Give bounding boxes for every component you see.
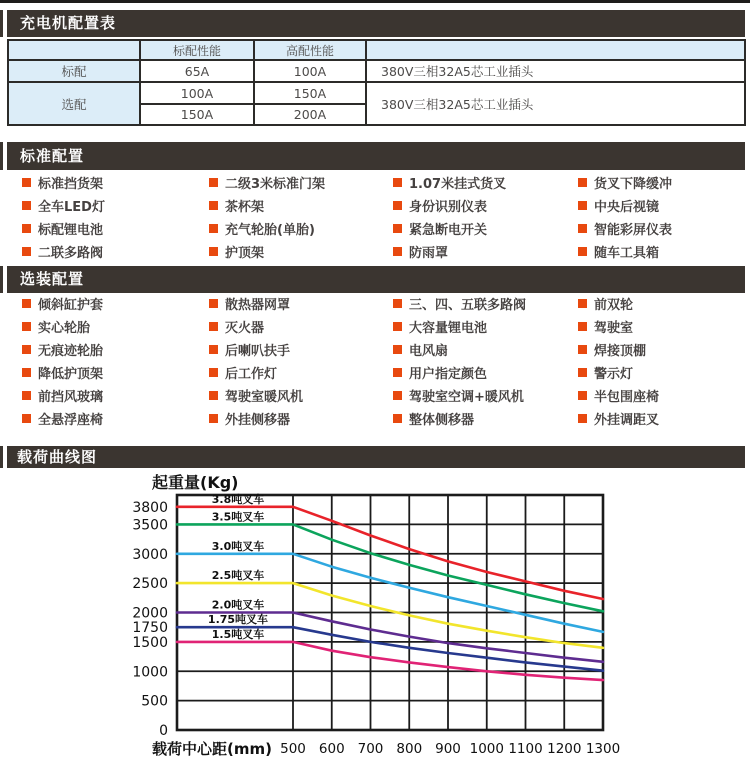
series-label-6: 1.5吨叉车 (211, 627, 265, 641)
col-header-high-performance: 高配性能 (254, 40, 366, 60)
config-item (22, 315, 209, 338)
config-item-label: 防雨罩 (409, 246, 449, 261)
square-bullet-icon (22, 201, 31, 210)
config-item-label: 后喇叭扶手 (225, 344, 291, 359)
page-top-border (0, 0, 750, 3)
y-tick-label: 3000 (132, 546, 168, 563)
config-item-label: 外挂侧移器 (225, 413, 291, 428)
charger-config-table (7, 39, 746, 126)
x-axis-title: 载荷中心距(mm) (152, 740, 272, 758)
square-bullet-icon (578, 178, 587, 187)
series-label-0: 3.8吨叉车 (211, 492, 265, 506)
y-axis-title: 起重量(Kg) (152, 473, 239, 492)
config-item-label: 标准挡货架 (38, 177, 104, 192)
series-line-6 (177, 642, 603, 680)
config-item (209, 315, 393, 338)
config-item (209, 384, 393, 407)
square-bullet-icon (393, 299, 402, 308)
plug-cell: 380V三相32A5芯工业插头 (366, 60, 745, 82)
config-item-label: 用户指定颜色 (409, 367, 488, 382)
config-item (209, 240, 393, 263)
config-item (578, 217, 744, 240)
config-item-label: 二级3米标准门架 (225, 177, 326, 192)
config-item (22, 194, 209, 217)
config-item (578, 292, 744, 315)
config-item-label: 后工作灯 (225, 367, 278, 382)
plug-cell: 380V三相32A5芯工业插头 (366, 82, 745, 125)
square-bullet-icon (578, 299, 587, 308)
config-item-label: 全悬浮座椅 (38, 413, 104, 428)
series-label-3: 2.5吨叉车 (211, 569, 265, 583)
config-item-label: 电风扇 (409, 344, 449, 359)
config-item (393, 384, 578, 407)
config-item-label: 大容量锂电池 (409, 321, 488, 336)
config-item-label: 半包围座椅 (594, 390, 660, 405)
y-tick-label: 3800 (132, 499, 168, 516)
config-item (209, 217, 393, 240)
config-item (578, 338, 744, 361)
square-bullet-icon (209, 224, 218, 233)
square-bullet-icon (209, 345, 218, 354)
config-item-label: 货叉下降缓冲 (594, 177, 673, 192)
table-corner-cell (8, 40, 140, 60)
square-bullet-icon (22, 224, 31, 233)
y-tick-label: 1500 (132, 634, 168, 651)
config-item-label: 前挡风玻璃 (38, 390, 104, 405)
square-bullet-icon (578, 247, 587, 256)
config-item (209, 292, 393, 315)
square-bullet-icon (578, 368, 587, 377)
config-item (578, 407, 744, 430)
square-bullet-icon (22, 414, 31, 423)
config-item-label: 茶杯架 (225, 200, 265, 215)
config-item (393, 315, 578, 338)
square-bullet-icon (393, 224, 402, 233)
col-header-standard-performance: 标配性能 (140, 40, 254, 60)
config-item-label: 警示灯 (594, 367, 634, 382)
value-cell: 65A (140, 60, 254, 82)
config-item-label: 护顶架 (225, 246, 265, 261)
config-item (578, 240, 744, 263)
x-tick-label: 700 (357, 741, 384, 757)
config-item (209, 338, 393, 361)
config-item-label: 驾驶室 (594, 321, 634, 336)
square-bullet-icon (578, 414, 587, 423)
config-item (393, 240, 578, 263)
config-item (578, 315, 744, 338)
section-header-standard-config: 标准配置 (0, 142, 745, 170)
square-bullet-icon (209, 178, 218, 187)
x-tick-label: 1100 (508, 741, 543, 757)
row-label-standard: 标配 (8, 60, 140, 82)
y-tick-label: 2500 (132, 576, 168, 593)
section-header-load-curve: 载荷曲线图 (0, 446, 745, 468)
x-tick-label: 1000 (469, 741, 504, 757)
square-bullet-icon (393, 201, 402, 210)
x-tick-label: 600 (318, 741, 345, 757)
square-bullet-icon (209, 368, 218, 377)
y-tick-label: 1000 (132, 664, 168, 681)
config-item-label: 降低护顶架 (38, 367, 104, 382)
config-item (578, 361, 744, 384)
config-item (22, 217, 209, 240)
square-bullet-icon (393, 322, 402, 331)
value-cell: 100A (254, 60, 366, 82)
x-tick-label: 900 (435, 741, 461, 757)
square-bullet-icon (393, 247, 402, 256)
x-tick-label: 1200 (547, 741, 582, 757)
square-bullet-icon (22, 178, 31, 187)
config-item (209, 361, 393, 384)
config-item-label: 二联多路阀 (38, 246, 104, 261)
config-item-label: 中央后视镜 (594, 200, 660, 215)
square-bullet-icon (578, 322, 587, 331)
square-bullet-icon (393, 391, 402, 400)
config-item-label: 标配锂电池 (38, 223, 104, 238)
x-tick-label: 1300 (585, 741, 621, 757)
value-cell: 100A (140, 82, 254, 104)
config-item (393, 171, 578, 194)
config-item-label: 随车工具箱 (594, 246, 660, 261)
config-item (209, 407, 393, 430)
config-item (393, 338, 578, 361)
config-item-label: 倾斜缸护套 (38, 298, 104, 313)
config-item (209, 171, 393, 194)
x-tick-label: 800 (396, 741, 423, 757)
config-item (578, 171, 744, 194)
standard-config-list (22, 171, 744, 263)
config-item-label: 身份识别仪表 (409, 200, 488, 215)
table-header-row (8, 40, 745, 60)
y-tick-label: 2000 (132, 605, 168, 622)
config-item-label: 外挂调距叉 (594, 413, 660, 428)
y-tick-label: 500 (141, 693, 168, 710)
config-item (393, 217, 578, 240)
square-bullet-icon (209, 322, 218, 331)
value-cell: 200A (254, 104, 366, 125)
config-item (22, 384, 209, 407)
config-item-label: 智能彩屏仪表 (594, 223, 673, 238)
config-item (22, 171, 209, 194)
config-item (393, 407, 578, 430)
config-item (393, 194, 578, 217)
square-bullet-icon (22, 299, 31, 308)
table-row (8, 82, 745, 104)
section-header-optional-config: 选装配置 (0, 266, 745, 293)
config-item-label: 前双轮 (594, 298, 634, 313)
config-item-label: 焊接顶棚 (594, 344, 647, 359)
config-item-label: 全车LED灯 (38, 200, 105, 215)
square-bullet-icon (578, 224, 587, 233)
config-item (22, 240, 209, 263)
x-tick-label: 500 (280, 741, 306, 757)
col-header-plug (366, 40, 745, 60)
config-item-label: 整体侧移器 (409, 413, 475, 428)
value-cell: 150A (140, 104, 254, 125)
square-bullet-icon (393, 345, 402, 354)
square-bullet-icon (22, 345, 31, 354)
config-item-label: 无痕迹轮胎 (38, 344, 104, 359)
square-bullet-icon (209, 201, 218, 210)
config-item-label: 驾驶室空调+暖风机 (409, 390, 524, 405)
load-curve-chart (0, 470, 750, 780)
square-bullet-icon (393, 178, 402, 187)
square-bullet-icon (209, 299, 218, 308)
square-bullet-icon (22, 391, 31, 400)
config-item (209, 194, 393, 217)
value-cell: 150A (254, 82, 366, 104)
config-item-label: 实心轮胎 (38, 321, 91, 336)
config-item-label: 三、四、五联多路阀 (409, 298, 527, 313)
config-item-label: 散热器网罩 (225, 298, 291, 313)
table-row (8, 60, 745, 82)
series-label-1: 3.5吨叉车 (211, 510, 265, 524)
config-item (578, 384, 744, 407)
config-item (22, 292, 209, 315)
square-bullet-icon (578, 391, 587, 400)
config-item (393, 292, 578, 315)
load-curve-chart-svg (0, 470, 750, 780)
row-label-optional: 选配 (8, 82, 140, 125)
series-label-5: 1.75吨叉车 (207, 613, 269, 627)
config-item (393, 361, 578, 384)
series-label-2: 3.0吨叉车 (211, 539, 265, 553)
section-header-charger-table: 充电机配置表 (0, 10, 745, 37)
square-bullet-icon (578, 201, 587, 210)
square-bullet-icon (209, 391, 218, 400)
square-bullet-icon (22, 322, 31, 331)
series-label-4: 2.0吨叉车 (211, 598, 265, 612)
square-bullet-icon (578, 345, 587, 354)
config-item-label: 充气轮胎(单胎) (225, 223, 315, 238)
config-item-label: 1.07米挂式货叉 (409, 177, 507, 192)
config-item (578, 194, 744, 217)
square-bullet-icon (393, 368, 402, 377)
config-item (22, 338, 209, 361)
config-item (22, 407, 209, 430)
config-item-label: 驾驶室暖风机 (225, 390, 304, 405)
square-bullet-icon (22, 368, 31, 377)
square-bullet-icon (393, 414, 402, 423)
square-bullet-icon (22, 247, 31, 256)
optional-config-list (22, 292, 744, 430)
config-item-label: 灭火器 (225, 321, 265, 336)
config-item-label: 紧急断电开关 (409, 223, 488, 238)
y-tick-label: 1750 (132, 620, 168, 637)
y-tick-label: 3500 (132, 517, 168, 534)
y-tick-label: 0 (159, 723, 168, 739)
square-bullet-icon (209, 247, 218, 256)
config-item (22, 361, 209, 384)
square-bullet-icon (209, 414, 218, 423)
